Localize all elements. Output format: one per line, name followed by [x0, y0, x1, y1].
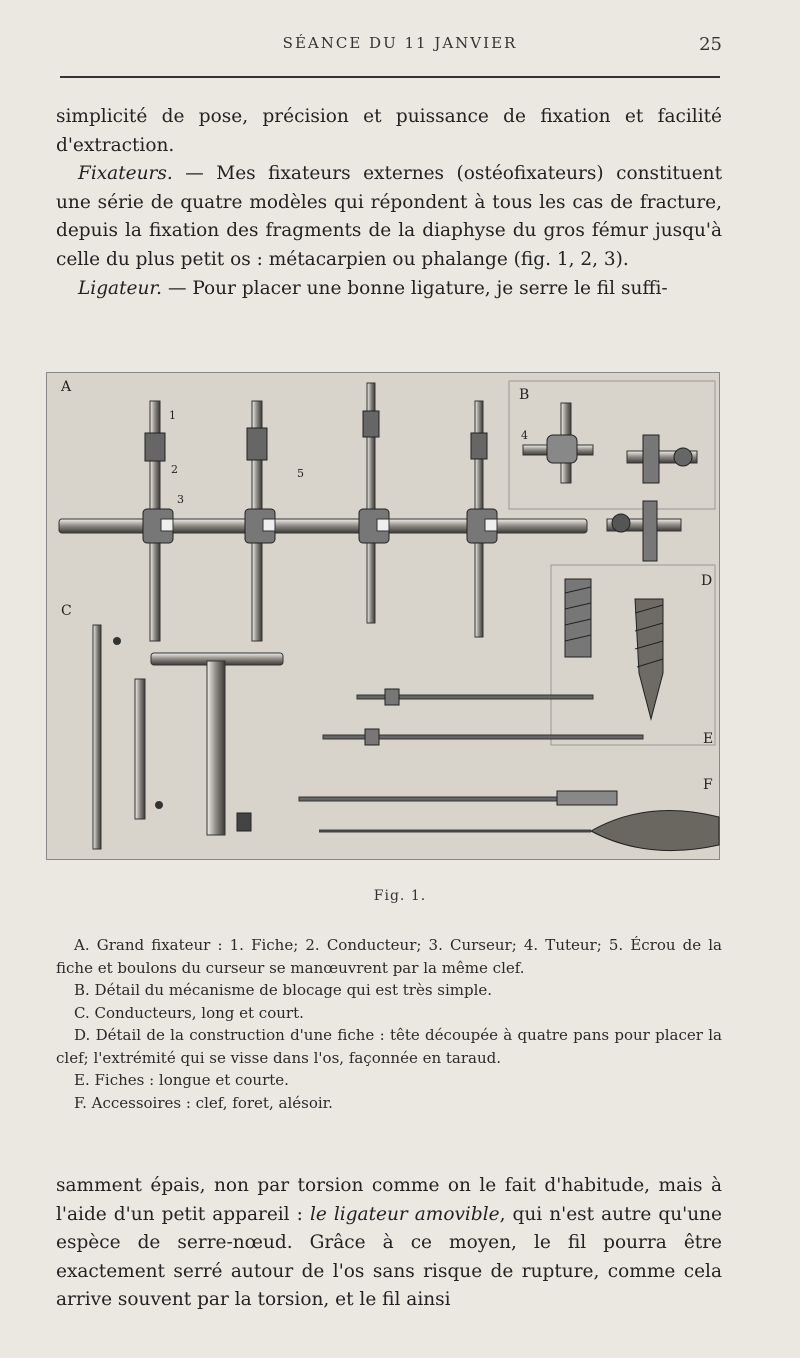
header-title: SÉANCE DU 11 JANVIER	[282, 34, 518, 52]
figure-legend	[56, 934, 722, 1114]
legend-b: B. Détail du mécanisme de blocage qui est très simple.	[74, 981, 493, 999]
foret-alesoir-f	[299, 791, 719, 851]
label-a: A	[61, 379, 72, 395]
label-num-5: 5	[297, 467, 304, 480]
instrument-illustration	[47, 373, 721, 861]
label-num-4: 4	[521, 429, 528, 442]
bottom-text-before: samment épais, non par torsion comme on le fait d'habitude, mais à l'aide d'un petit appareil :	[56, 1175, 722, 1225]
header-rule	[60, 76, 720, 78]
label-num-3: 3	[177, 493, 184, 506]
fiches-e	[323, 689, 643, 745]
ligateur-label: Ligateur.	[78, 277, 163, 299]
legend-e: E. Fiches : longue et courte.	[74, 1071, 289, 1089]
fiche-2	[245, 401, 275, 641]
page-number: 25	[699, 34, 722, 55]
figure-caption: Fig. 1.	[373, 888, 427, 904]
fiche-4	[467, 401, 497, 637]
label-num-2: 2	[171, 463, 178, 476]
fixateurs-text: — Mes fixateurs externes (ostéofixateurs) constituent une série de quatre modèles qui répondent à tous les cas de fracture, depuis la fixation des fragments de la diaphyse du gros fémur jusqu'à celle du plus petit os : métacarpien ou phalange (fig. 1, 2, 3).	[56, 163, 722, 270]
label-f: F	[703, 777, 713, 793]
bottom-text-after: , qui n'est autre qu'une espèce de serre-nœud. Grâce à ce moyen, le fil pourra être exactement serré autour de l'os sans risque de rupture, comme cela arrive souvent par la torsion, et le fil ainsi	[56, 1203, 722, 1311]
ligateur-text: — Pour placer une bonne ligature, je serre le fil suffi-	[162, 277, 668, 299]
legend-d: D. Détail de la construction d'une fiche : tête découpée à quatre pans pour placer la clef; l'extrémité qui se visse dans l'os, façonnée en taraud.	[56, 1026, 722, 1067]
label-e: E	[703, 731, 714, 747]
fiche-3	[359, 383, 389, 623]
bottom-paragraph	[56, 1172, 722, 1315]
top-paragraphs	[56, 103, 722, 303]
running-header	[0, 34, 800, 60]
paragraph-fixateurs	[56, 160, 722, 274]
fixateurs-label: Fixateurs.	[78, 163, 173, 185]
legend-a: A. Grand fixateur : 1. Fiche; 2. Conducteur; 3. Curseur; 4. Tuteur; 5. Écrou de la fiche et boulons du curseur se manœuvrent par la même clef.	[56, 936, 722, 977]
clef-f	[151, 653, 283, 835]
paragraph-intro: simplicité de pose, précision et puissance de fixation et facilité d'extraction.	[56, 106, 722, 156]
ligateur-amovible-term: le ligateur amovible	[309, 1203, 500, 1225]
label-b: B	[519, 387, 530, 403]
fiche-1	[143, 401, 173, 641]
legend-f: F. Accessoires : clef, foret, alésoir.	[74, 1093, 333, 1112]
grand-fixateur-a	[59, 383, 587, 641]
paragraph-ligateur	[56, 275, 722, 304]
paragraph-ligateur-continued	[56, 1172, 722, 1315]
figure-1-engraving	[46, 372, 720, 860]
label-num-1: 1	[169, 409, 176, 422]
legend-c: C. Conducteurs, long et court.	[74, 1003, 304, 1022]
blocage-mechanism-b	[523, 403, 697, 561]
label-d: D	[701, 573, 713, 589]
label-c: C	[61, 603, 72, 619]
tuteur-bar	[59, 519, 587, 533]
